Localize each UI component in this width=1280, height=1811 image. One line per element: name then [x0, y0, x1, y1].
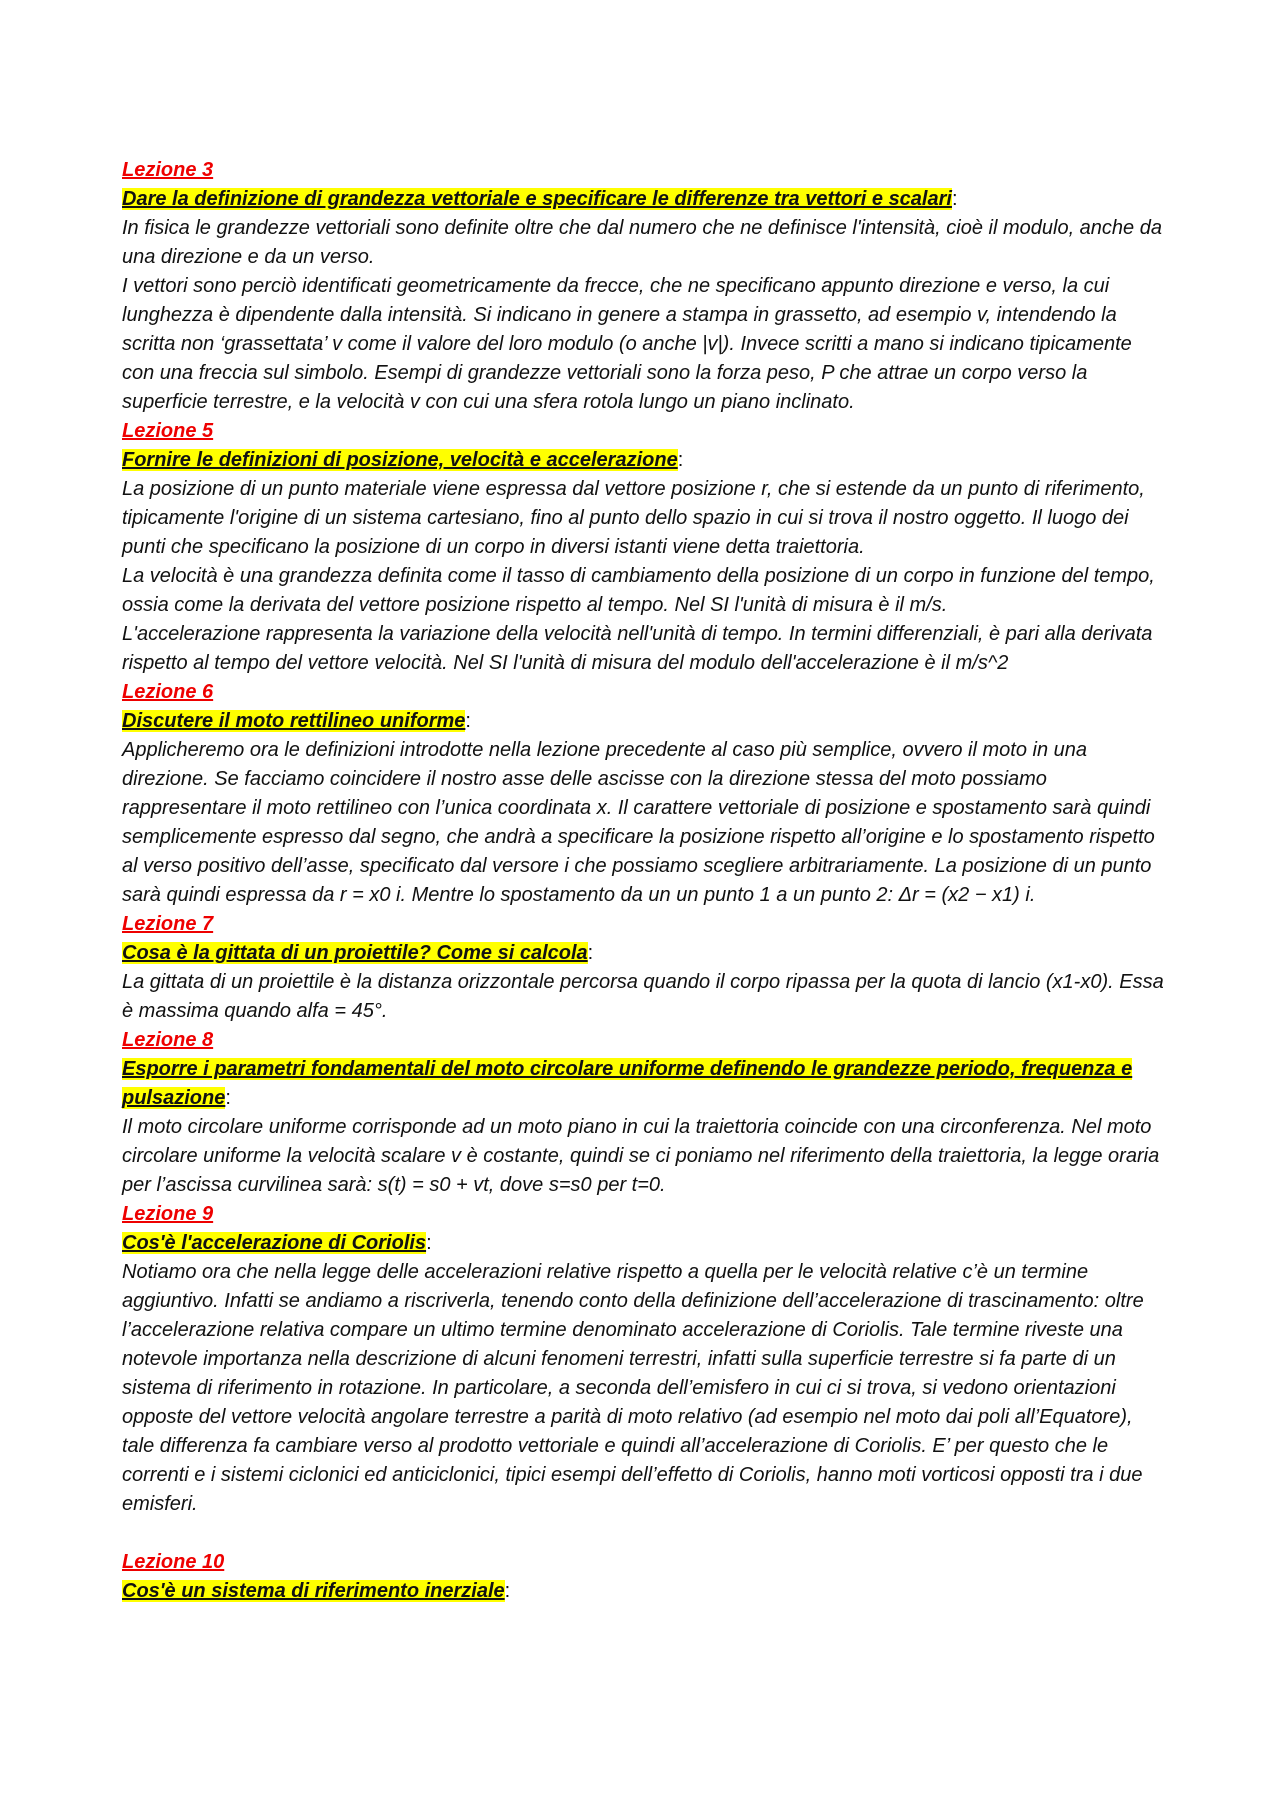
lesson-title: Lezione 7 — [122, 913, 214, 935]
question-text: Fornire le definizioni di posizione, velocità e accelerazione — [122, 449, 678, 471]
lesson-section — [122, 156, 1167, 417]
question-colon: : — [465, 710, 471, 732]
answer-paragraph: La posizione di un punto materiale viene espressa dal vettore posizione r, che si estende da un punto di riferimento, tipicamente l'origine di un sistema cartesiano, fino al punto dello spazio in cui si trova il nostro oggetto. Il luogo dei punti che specificano la posizione di un corpo in diversi istanti viene detta traiettoria. — [122, 478, 1145, 558]
lesson-title: Lezione 8 — [122, 1029, 214, 1051]
answer-paragraph: Applicheremo ora le definizioni introdotte nella lezione precedente al caso più semplice, ovvero il moto in una direzione. Se facciamo coincidere il nostro asse delle ascisse con la direzione stessa del moto possiamo rappresentare il moto rettilineo con l’unica coordinata x. Il carattere vettoriale di posizione e spostamento sarà quindi semplicemente espresso dal segno, che andrà a specificare la posizione rispetto all’origine e lo spostamento rispetto al verso positivo dell’asse, specificato dal versore i che possiamo scegliere arbitrariamente. La posizione di un punto sarà quindi espressa da r = x0 i. Mentre lo spostamento da un un punto 1 a un punto 2: Δr = (x2 − x1) i. — [122, 739, 1155, 906]
lesson-section — [122, 1026, 1167, 1200]
question-text: Dare la definizione di grandezza vettoriale e specificare le differenze tra vettori e scalari — [122, 188, 952, 210]
lesson-answer — [122, 968, 1167, 1026]
answer-paragraph: La gittata di un proiettile è la distanza orizzontale percorsa quando il corpo ripassa per la quota di lancio (x1-x0). Essa è massima quando alfa = 45°. — [122, 971, 1164, 1022]
lesson-title: Lezione 9 — [122, 1203, 214, 1225]
lesson-question — [122, 707, 1167, 736]
question-colon: : — [677, 449, 684, 471]
lesson-question — [122, 939, 1167, 968]
question-text: Cosa è la gittata di un proiettile? Come si calcola — [122, 942, 588, 964]
lesson-answer — [122, 1113, 1167, 1200]
lesson-title: Lezione 5 — [122, 420, 214, 442]
lesson-section — [122, 678, 1167, 910]
question-colon: : — [225, 1087, 231, 1109]
question-text: Esporre i parametri fondamentali del moto circolare uniforme definendo le grandezze periodo, frequenza e pulsazione — [122, 1058, 1133, 1109]
lesson-section — [122, 417, 1167, 678]
answer-paragraph: In fisica le grandezze vettoriali sono definite oltre che dal numero che ne definisce l'intensità, cioè il modulo, anche da una direzione e da un verso. — [122, 217, 1162, 268]
answer-paragraph: L'accelerazione rappresenta la variazione della velocità nell'unità di tempo. In termini differenziali, è pari alla derivata rispetto al tempo del vettore velocità. Nel SI l'unità di misura del modulo dell'accelerazione è il m/s^2 — [122, 623, 1153, 674]
lesson-answer — [122, 736, 1167, 910]
question-text: Discutere il moto rettilineo uniforme — [122, 710, 466, 732]
question-colon: : — [587, 942, 594, 964]
lesson-title: Lezione 3 — [122, 159, 214, 181]
lesson-section — [122, 1200, 1167, 1519]
answer-paragraph: Il moto circolare uniforme corrisponde ad un moto piano in cui la traiettoria coincide con una circonferenza. Nel moto circolare uniforme la velocità scalare v è costante, quindi se ci poniamo nel riferimento della traiettoria, la legge oraria per l’ascissa curvilinea sarà: s(t) = s0 + vt, dove s=s0 per t=0. — [122, 1116, 1160, 1196]
lesson-question — [122, 446, 1167, 475]
question-colon: : — [426, 1232, 432, 1254]
lesson-title: Lezione 10 — [122, 1551, 225, 1573]
document-page — [122, 156, 1167, 1606]
lesson-answer — [122, 214, 1167, 417]
lesson-answer — [122, 475, 1167, 678]
lesson-title: Lezione 6 — [122, 681, 214, 703]
answer-paragraph: Notiamo ora che nella legge delle accelerazioni relative rispetto a quella per le velocità relative c’è un termine aggiuntivo. Infatti se andiamo a riscriverla, tenendo conto della definizione dell’accelerazione di trascinamento: oltre l’accelerazione relativa compare un ultimo termine denominato accelerazione di Coriolis. Tale termine riveste una notevole importanza nella descrizione di alcuni fenomeni terrestri, infatti sulla superficie terrestre si fa parte di un sistema di riferimento in rotazione. In particolare, a seconda dell’emisfero in cui ci si trova, si vedono orientazioni opposte del vettore velocità angolare terrestre a parità di moto relativo (ad esempio nel moto dai poli all’Equatore), tale differenza fa cambiare verso al prodotto vettoriale e quindi all’accelerazione di Coriolis. E’ per questo che le correnti e i sistemi ciclonici ed anticiclonici, tipici esempi dell’effetto di Coriolis, hanno moti vorticosi opposti tra i due emisferi. — [122, 1261, 1144, 1515]
lesson-answer — [122, 1258, 1167, 1519]
answer-paragraph: La velocità è una grandezza definita come il tasso di cambiamento della posizione di un corpo in funzione del tempo, ossia come la derivata del vettore posizione rispetto al tempo. Nel SI l'unità di misura è il m/s. — [122, 565, 1155, 616]
lesson-question — [122, 1229, 1167, 1258]
question-colon: : — [504, 1580, 511, 1602]
answer-paragraph: I vettori sono perciò identificati geometricamente da frecce, che ne specificano appunto direzione e verso, la cui lunghezza è dipendente dalla intensità. Si indicano in genere a stampa in grassetto, ad esempio v, intendendo la scritta non ‘grassettata’ v come il valore del loro modulo (o anche |v|). Invece scritti a mano si indicano tipicamente con una freccia sul simbolo. Esempi di grandezze vettoriali sono la forza peso, P che attrae un corpo verso la superficie terrestre, e la velocità v con cui una sfera rotola lungo un piano inclinato. — [122, 275, 1132, 413]
question-text: Cos'è l'accelerazione di Coriolis — [122, 1232, 427, 1254]
question-text: Cos'è un sistema di riferimento inerziale — [122, 1580, 505, 1602]
lesson-question — [122, 1577, 1167, 1606]
lesson-section — [122, 1548, 1167, 1606]
question-colon: : — [951, 188, 958, 210]
lesson-question — [122, 185, 1167, 214]
lesson-section — [122, 910, 1167, 1026]
lesson-question — [122, 1055, 1167, 1113]
